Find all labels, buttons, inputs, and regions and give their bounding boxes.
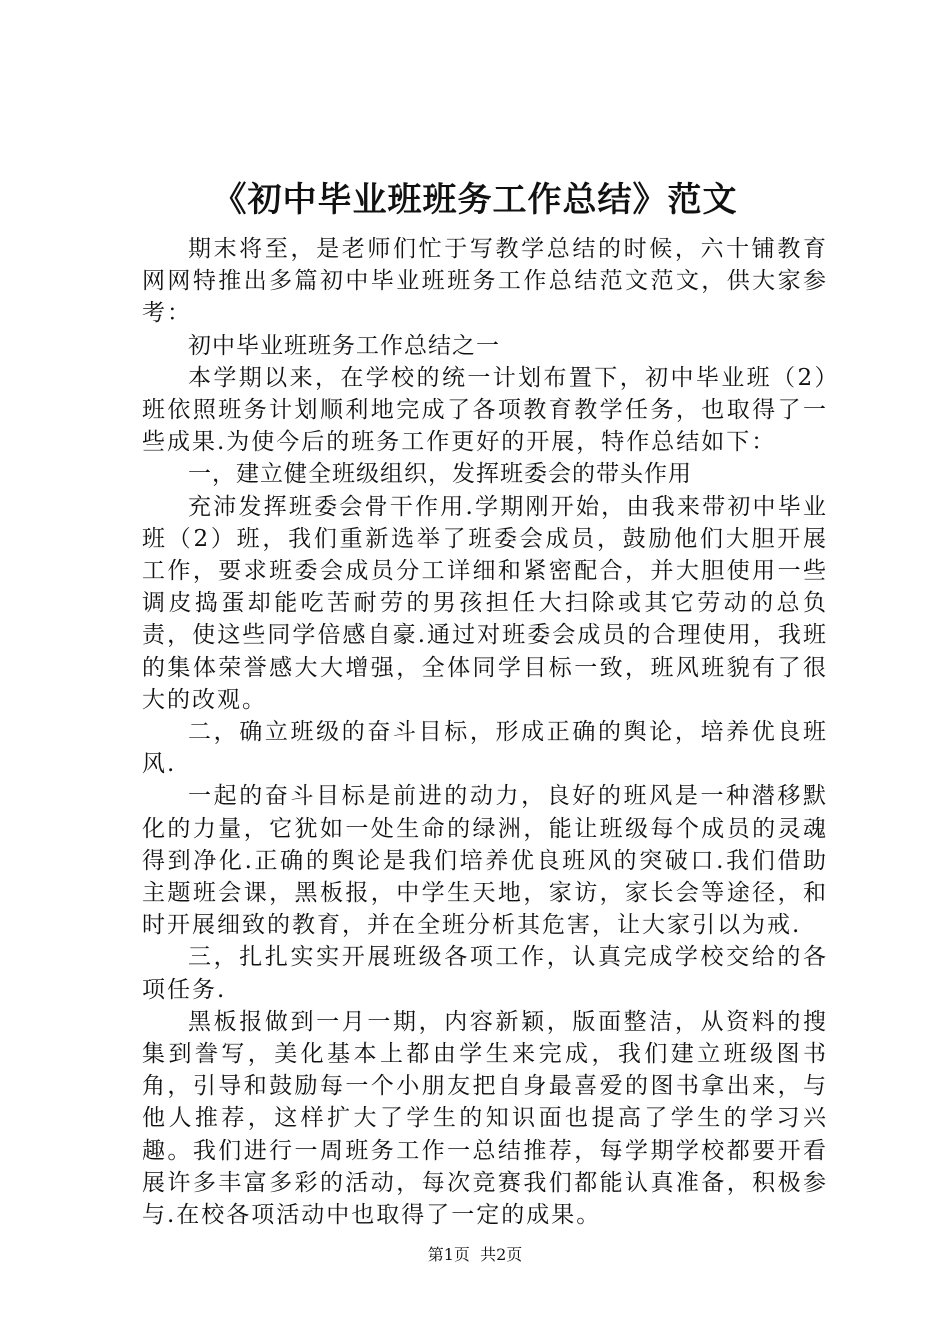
document-body [142, 233, 828, 1231]
section-3-paragraph: 黑板报做到一月一期，内容新颖，版面整洁，从资料的搜集到誊写，美化基本上都由学生来完成，我们建立班级图书角，引导和鼓励每一个小朋友把自身最喜爱的图书拿出来，与他人推荐，这样扩大了学生的知识面也提高了学生的学习兴趣。我们进行一周班务工作一总结推荐，每学期学校都要开看展许多丰富多彩的活动，每次竞赛我们都能认真准备，积极参与.在校各项活动中也取得了一定的成果。 [142, 1008, 828, 1229]
section-2-paragraph: 一起的奋斗目标是前进的动力，良好的班风是一种潜移默化的力量，它犹如一处生命的绿洲，能让班级每个成员的灵魂得到净化.正确的舆论是我们培养优良班风的突破口.我们借助主题班会课，黑板报，中学生天地，家访，家长会等途径，和时开展细致的教育，并在全班分析其危害，让大家引以为戒. [142, 783, 828, 939]
document-title: 《初中毕业班班务工作总结》范文 [212, 180, 738, 220]
section-heading-1: 一，建立健全班级组织，发挥班委会的带头作用 [188, 461, 692, 488]
intro-paragraph: 期末将至，是老师们忙于写教学总结的时候，六十铺教育网网特推出多篇初中毕业班班务工作总结范文范文，供大家参考： [142, 236, 828, 327]
section-heading-3: 三，扎扎实实开展班级各项工作，认真完成学校交给的各项任务. [142, 944, 828, 1003]
overview-paragraph: 本学期以来，在学校的统一计划布置下，初中毕业班（2）班依照班务计划顺利地完成了各项教育教学任务，也取得了一些成果.为使今后的班务工作更好的开展，特作总结如下： [142, 364, 828, 456]
section-heading-2: 二，确立班级的奋斗目标，形成正确的舆论，培养优良班风. [142, 719, 828, 778]
page-number: 第1页 [427, 1245, 470, 1264]
page-footer [0, 1245, 950, 1265]
section-1-paragraph: 充沛发挥班委会骨干作用.学期刚开始，由我来带初中毕业班（2）班，我们重新选举了班委会成员，鼓励他们大胆开展工作，要求班委会成员分工详细和紧密配合，并大胆使用一些调皮捣蛋却能吃苦耐劳的男孩担任大扫除或其它劳动的总负责，使这些同学倍感自豪.通过对班委会成员的合理使用，我班的集体荣誉感大大增强，全体同学目标一致，班风班貌有了很大的改观。 [142, 493, 828, 713]
page-total: 共2页 [480, 1245, 523, 1264]
section-subtitle: 初中毕业班班务工作总结之一 [188, 332, 500, 359]
